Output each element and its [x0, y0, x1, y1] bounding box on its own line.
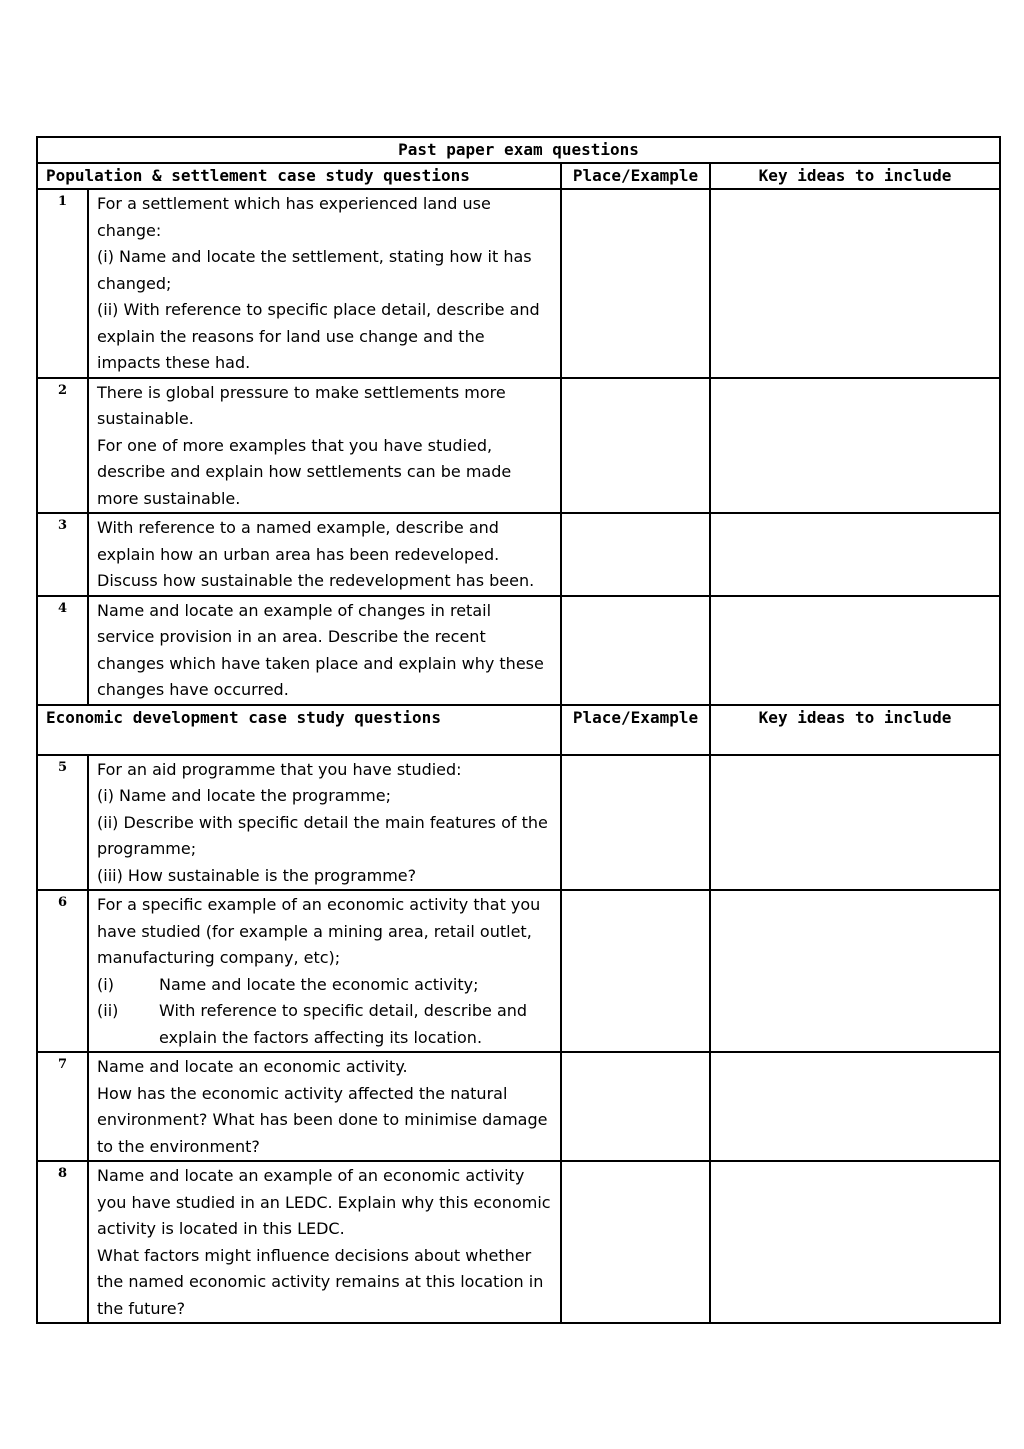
- question-text: [88, 378, 561, 514]
- question-text: [88, 1161, 561, 1323]
- question-row: [37, 189, 1000, 378]
- place-example-answer-cell[interactable]: [561, 378, 710, 514]
- place-example-answer-cell[interactable]: [561, 596, 710, 705]
- question-subitem: [97, 972, 552, 999]
- question-row: [37, 513, 1000, 596]
- table-title-row: [37, 137, 1000, 163]
- section-heading: Population & settlement case study questions: [37, 163, 561, 189]
- question-subitem: [97, 998, 552, 1051]
- place-example-answer-cell[interactable]: [561, 755, 710, 891]
- key-ideas-answer-cell[interactable]: [710, 755, 1000, 891]
- place-example-answer-cell[interactable]: [561, 890, 710, 1052]
- question-row: [37, 596, 1000, 705]
- question-number: 2: [37, 378, 88, 514]
- question-text: [88, 596, 561, 705]
- question-text: [88, 189, 561, 378]
- question-text-line: Name and locate an example of changes in retail service provision in an area. Describe the recent changes which have taken place and explain why these changes have occurred.: [97, 600, 544, 699]
- place-example-answer-cell[interactable]: [561, 513, 710, 596]
- question-number: 5: [37, 755, 88, 891]
- key-ideas-column-header: Key ideas to include: [710, 705, 1000, 755]
- question-text: [88, 513, 561, 596]
- question-row: [37, 378, 1000, 514]
- place-example-answer-cell[interactable]: [561, 1052, 710, 1161]
- key-ideas-answer-cell[interactable]: [710, 378, 1000, 514]
- question-text-line: How has the economic activity affected the natural environment? What has been done to minimise damage to the environment?: [97, 1083, 548, 1156]
- question-row: [37, 1052, 1000, 1161]
- place-example-column-header: Place/Example: [561, 163, 710, 189]
- question-text-line: For a settlement which has experienced land use change:: [97, 194, 491, 240]
- section-header-row: [37, 705, 1000, 755]
- question-text-line: (i) Name and locate the settlement, stating how it has changed;: [97, 247, 532, 293]
- table-title: Past paper exam questions: [37, 137, 1000, 163]
- question-text-line: (iii) How sustainable is the programme?: [97, 865, 417, 885]
- question-text-line: For a specific example of an economic activity that you have studied (for example a mining area, retail outlet, manufacturing company, etc);: [97, 895, 541, 967]
- question-number: 6: [37, 890, 88, 1052]
- key-ideas-answer-cell[interactable]: [710, 596, 1000, 705]
- key-ideas-answer-cell[interactable]: [710, 1161, 1000, 1323]
- key-ideas-answer-cell[interactable]: [710, 890, 1000, 1052]
- question-text-line: (ii) With reference to specific place detail, describe and explain the reasons for land use change and the impacts these had.: [97, 300, 540, 372]
- question-text-line: With reference to a named example, describe and explain how an urban area has been redeveloped.: [97, 518, 500, 564]
- place-example-answer-cell[interactable]: [561, 189, 710, 378]
- key-ideas-column-header: Key ideas to include: [710, 163, 1000, 189]
- place-example-answer-cell[interactable]: [561, 1161, 710, 1323]
- key-ideas-answer-cell[interactable]: [710, 513, 1000, 596]
- question-text: [88, 755, 561, 891]
- question-row: [37, 755, 1000, 891]
- question-number: 4: [37, 596, 88, 705]
- question-text-line: For an aid programme that you have studied:: [97, 759, 462, 779]
- question-text-line: (ii) Describe with specific detail the main features of the programme;: [97, 812, 548, 858]
- question-text-line: For one of more examples that you have studied, describe and explain how settlements can be made more sustainable.: [97, 435, 512, 508]
- key-ideas-answer-cell[interactable]: [710, 189, 1000, 378]
- question-number: 3: [37, 513, 88, 596]
- subitem-label: (i): [97, 974, 114, 994]
- subitem-text: Name and locate the economic activity;: [159, 974, 479, 994]
- section-header-row: [37, 163, 1000, 189]
- question-row: [37, 1161, 1000, 1323]
- question-text-line: There is global pressure to make settlements more sustainable.: [97, 382, 506, 428]
- question-number: 7: [37, 1052, 88, 1161]
- question-number: 8: [37, 1161, 88, 1323]
- question-text-line: Discuss how sustainable the redevelopment has been.: [97, 571, 535, 590]
- question-text-line: Name and locate an example of an economic activity you have studied in an LEDC. Explain why this economic activity is located in this LEDC.: [97, 1166, 551, 1238]
- question-text-line: What factors might influence decisions about whether the named economic activity remains at this location in the future?: [97, 1245, 544, 1318]
- exam-questions-document: [36, 136, 999, 1324]
- subitem-label: (ii): [97, 1001, 119, 1020]
- exam-questions-table: [36, 136, 1001, 1324]
- section-heading: Economic development case study questions: [37, 705, 561, 755]
- question-text-line: (i) Name and locate the programme;: [97, 786, 391, 805]
- question-text: [88, 890, 561, 1052]
- question-row: [37, 890, 1000, 1052]
- place-example-column-header: Place/Example: [561, 705, 710, 755]
- key-ideas-answer-cell[interactable]: [710, 1052, 1000, 1161]
- question-text: [88, 1052, 561, 1161]
- question-text-line: Name and locate an economic activity.: [97, 1057, 408, 1076]
- subitem-text: With reference to specific detail, describe and explain the factors affecting its location.: [159, 1001, 528, 1047]
- question-number: 1: [37, 189, 88, 378]
